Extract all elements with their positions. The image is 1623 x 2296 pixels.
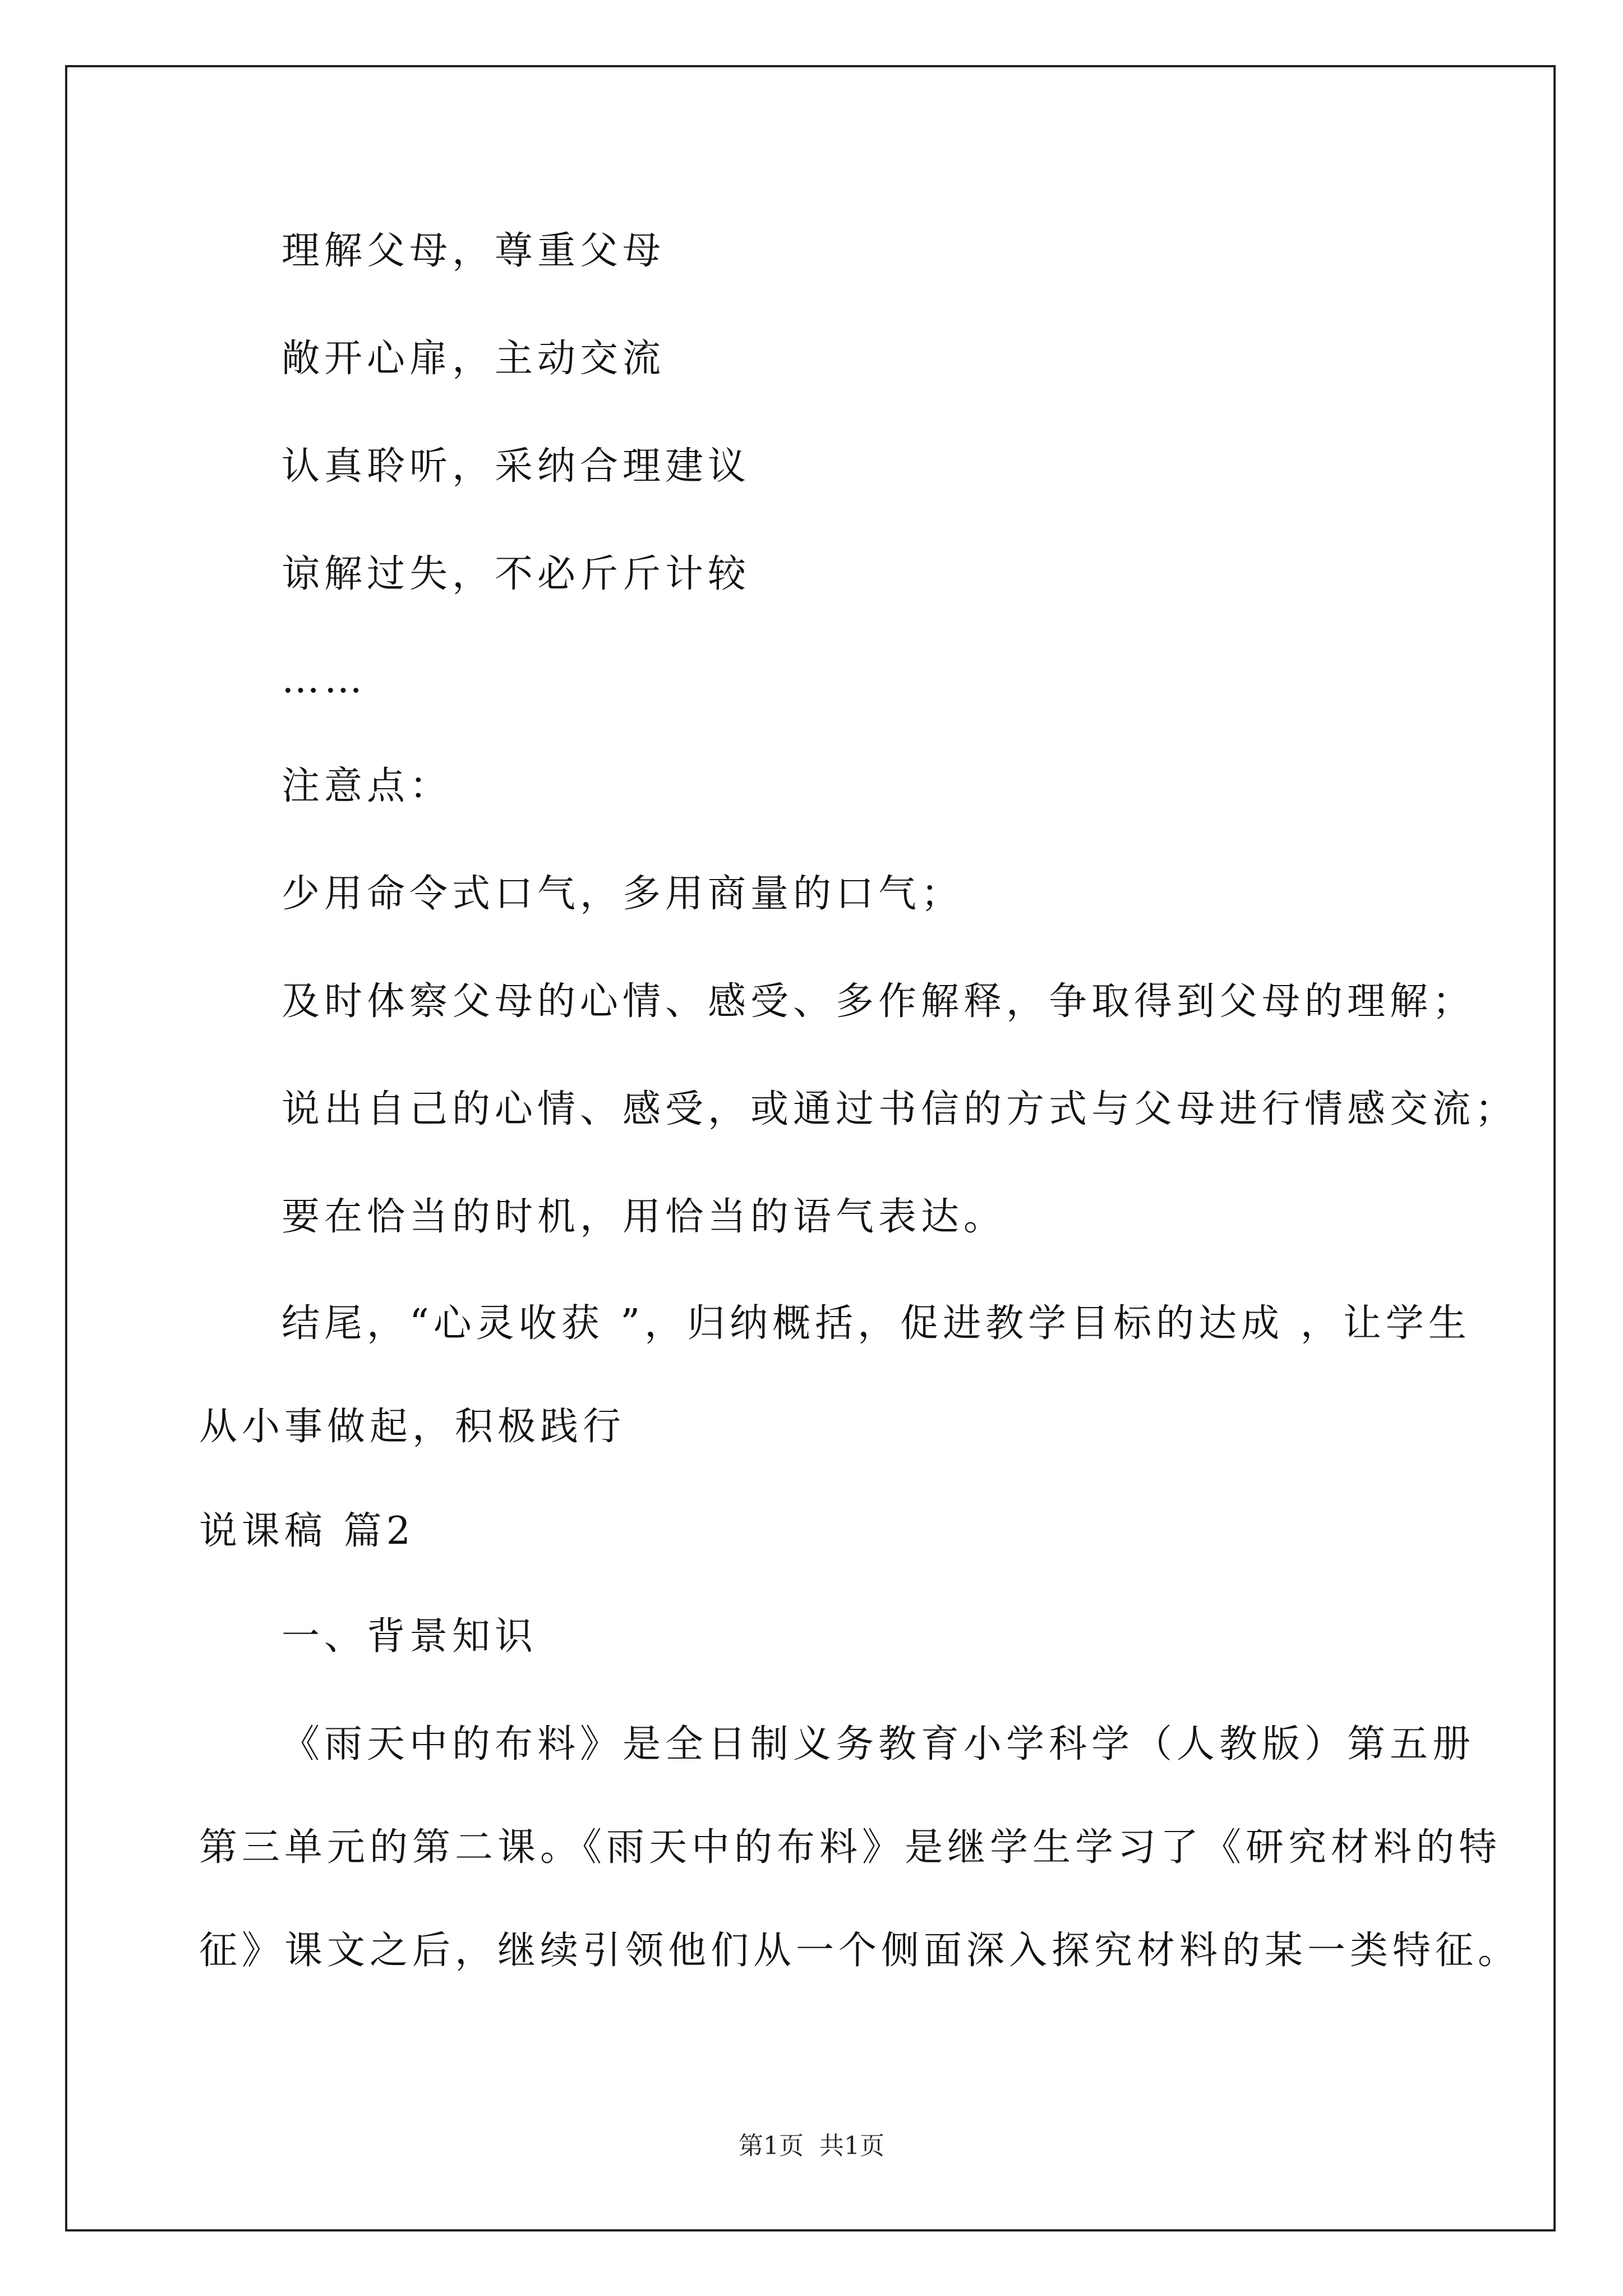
text-line: 谅解过失，不必斤斤计较 bbox=[282, 552, 751, 596]
text-line: 及时体察父母的心情、感受、多作解释，争取得到父母的理解； bbox=[282, 979, 1476, 1024]
text-line: 要在恰当的时机，用恰当的语气表达。 bbox=[282, 1195, 1007, 1239]
ellipsis-line: …… bbox=[282, 657, 367, 702]
section-heading: 说课稿 篇2 bbox=[199, 1509, 415, 1553]
text-line: 说出自己的心情、感受，或通过书信的方式与父母进行情感交流； bbox=[282, 1087, 1518, 1131]
text-line: 认真聆听，采纳合理建议 bbox=[282, 444, 751, 489]
text-line: 结尾，“心灵收获 ”，归纳概括，促进教学目标的达成 ，让学生 bbox=[282, 1301, 1471, 1346]
text-line: 从小事做起，积极践行 bbox=[199, 1405, 626, 1449]
text-line: 征》课文之后，继续引领他们从一个侧面深入探究材料的某一类特征。 bbox=[199, 1929, 1521, 1973]
section-label: 注意点： bbox=[282, 764, 453, 808]
text-line: 第三单元的第二课。《雨天中的布料》是继学生学习了《研究材料的特 bbox=[199, 1825, 1502, 1870]
text-line: 理解父母，尊重父母 bbox=[282, 229, 666, 273]
page-border bbox=[65, 65, 1556, 2231]
page-footer: 第1页 共1页 bbox=[739, 2132, 884, 2160]
text-line: 少用命令式口气，多用商量的口气； bbox=[282, 872, 964, 916]
text-line: 敞开心扉，主动交流 bbox=[282, 337, 666, 381]
text-line: 《雨天中的布料》是全日制义务教育小学科学（人教版）第五册 bbox=[282, 1722, 1476, 1766]
subheading: 一、背景知识 bbox=[282, 1614, 538, 1659]
